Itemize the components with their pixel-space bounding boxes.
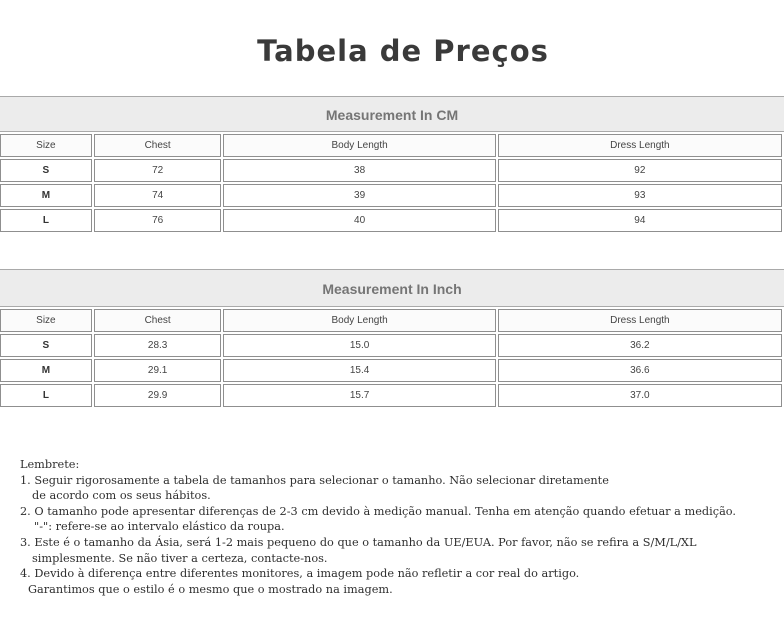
column-header-body-length: Body Length bbox=[223, 134, 495, 157]
cm-section-heading: Measurement In CM bbox=[0, 96, 784, 132]
body-length-cell: 39 bbox=[223, 184, 495, 207]
table-row bbox=[0, 359, 782, 382]
note-3-line-2: simplesmente. Se não tiver a certeza, contacte-nos. bbox=[32, 551, 328, 565]
chest-cell: 29.9 bbox=[94, 384, 222, 407]
table-row bbox=[0, 209, 782, 232]
note-2-line-2: "-": refere-se ao intervalo elástico da roupa. bbox=[34, 520, 285, 534]
body-length-cell: 15.7 bbox=[223, 384, 495, 407]
notes-heading: Lembrete: bbox=[20, 458, 80, 471]
chest-cell: 74 bbox=[94, 184, 222, 207]
size-cell: M bbox=[0, 184, 92, 207]
cm-section bbox=[0, 96, 784, 234]
column-header-size: Size bbox=[0, 309, 92, 332]
dress-length-cell: 36.6 bbox=[498, 359, 782, 382]
note-1-line-2: de acordo com os seus hábitos. bbox=[32, 489, 211, 503]
table-row bbox=[0, 334, 782, 357]
table-header-row bbox=[0, 134, 782, 157]
size-cell: S bbox=[0, 159, 92, 182]
dress-length-cell: 93 bbox=[498, 184, 782, 207]
size-cell: L bbox=[0, 384, 92, 407]
chest-cell: 28.3 bbox=[94, 334, 222, 357]
chest-cell: 76 bbox=[94, 209, 222, 232]
column-header-size: Size bbox=[0, 134, 92, 157]
column-header-dress-length: Dress Length bbox=[498, 134, 782, 157]
table-row bbox=[0, 159, 782, 182]
size-cell: S bbox=[0, 334, 92, 357]
body-length-cell: 38 bbox=[223, 159, 495, 182]
inch-size-table bbox=[0, 307, 784, 409]
column-header-dress-length: Dress Length bbox=[498, 309, 782, 332]
note-4-line-2: Garantimos que o estilo é o mesmo que o mostrado na imagem. bbox=[28, 582, 393, 596]
note-2-line-1: 2. O tamanho pode apresentar diferenças de 2-3 cm devido à medição manual. Tenha em atenção quando efetuar a medição. bbox=[20, 504, 736, 518]
body-length-cell: 15.0 bbox=[223, 334, 495, 357]
reminder-notes bbox=[20, 457, 780, 597]
inch-section-heading: Measurement In Inch bbox=[0, 269, 784, 307]
column-header-chest: Chest bbox=[94, 309, 222, 332]
table-row bbox=[0, 384, 782, 407]
page-title: Tabela de Preços bbox=[257, 34, 549, 68]
column-header-body-length: Body Length bbox=[223, 309, 495, 332]
size-cell: M bbox=[0, 359, 92, 382]
cm-size-table bbox=[0, 132, 784, 234]
chest-cell: 72 bbox=[94, 159, 222, 182]
dress-length-cell: 92 bbox=[498, 159, 782, 182]
dress-length-cell: 36.2 bbox=[498, 334, 782, 357]
note-1-line-1: 1. Seguir rigorosamente a tabela de tamanhos para selecionar o tamanho. Não selecionar diretamente bbox=[20, 473, 609, 487]
note-4-line-1: 4. Devido à diferença entre diferentes monitores, a imagem pode não refletir a cor real do artigo. bbox=[20, 567, 580, 581]
size-cell: L bbox=[0, 209, 92, 232]
table-header-row bbox=[0, 309, 782, 332]
body-length-cell: 40 bbox=[223, 209, 495, 232]
dress-length-cell: 94 bbox=[498, 209, 782, 232]
note-3-line-1: 3. Este é o tamanho da Ásia, será 1-2 mais pequeno do que o tamanho da UE/EUA. Por favor, não se refira a S/M/L/XL bbox=[20, 535, 697, 549]
column-header-chest: Chest bbox=[94, 134, 222, 157]
chest-cell: 29.1 bbox=[94, 359, 222, 382]
table-row bbox=[0, 184, 782, 207]
dress-length-cell: 37.0 bbox=[498, 384, 782, 407]
body-length-cell: 15.4 bbox=[223, 359, 495, 382]
inch-section bbox=[0, 269, 784, 409]
